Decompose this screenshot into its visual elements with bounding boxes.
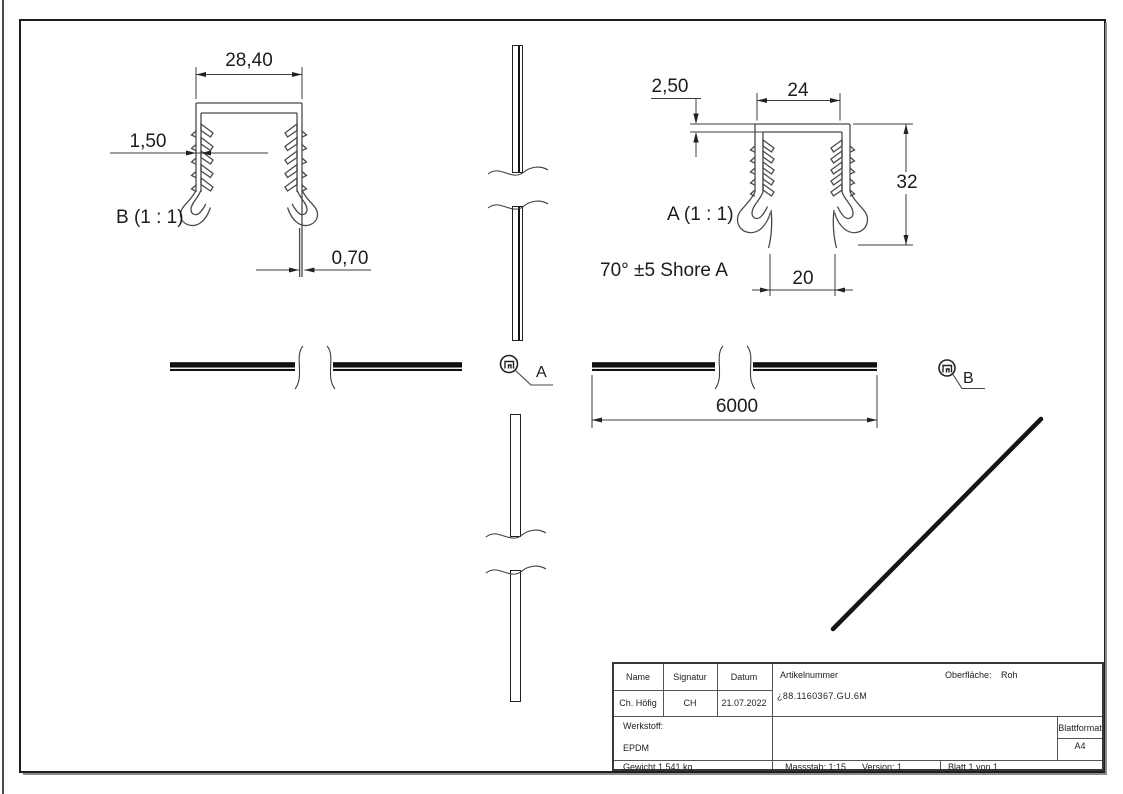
surface-label [945, 670, 1018, 680]
callout-a-letter: A [536, 364, 547, 381]
title-block [612, 662, 1104, 771]
detail-callout-b-icon [939, 360, 985, 389]
sheet-format-value: A4 [1074, 741, 1086, 751]
detail-b-feet-hooks [180, 190, 317, 225]
detail-a-feet-hooks [737, 192, 867, 248]
hardness-note: 70° ±5 Shore A [600, 260, 728, 281]
break-marks [295, 167, 755, 574]
article-number: ¿88.1160367.GU.6M [777, 691, 868, 701]
detail-a-bottom-width-dim: 20 [792, 268, 814, 289]
detail-b-lip-dim: 0,70 [331, 248, 369, 269]
surface-label-text: Oberfläche: [945, 670, 992, 680]
detail-a-height-dim: 32 [893, 172, 920, 194]
title-block-line [1057, 738, 1102, 739]
detail-a-profile [737, 124, 867, 248]
detail-a-label: A (1 : 1) [667, 204, 734, 225]
name-label: Name [625, 672, 651, 682]
article-number-label: Artikelnummer [780, 670, 839, 680]
title-block-line [940, 760, 941, 769]
length-dim: 6000 [715, 396, 759, 417]
surface-value: Roh [1001, 670, 1018, 680]
drawing-date: 21.07.2022 [721, 698, 767, 708]
title-block-line [717, 664, 718, 716]
title-block-line [614, 690, 772, 691]
author-signature: CH [683, 698, 697, 708]
title-block-line [772, 664, 773, 769]
detail-b-wall-dim: 1,50 [129, 131, 167, 152]
material-label: Werkstoff: [623, 721, 664, 731]
weight-value: Gewicht 1.541 kg [623, 762, 693, 772]
scale-value: Massstab: 1:15 [785, 762, 847, 772]
detail-a-flange-dim: 2,50 [651, 76, 689, 97]
callout-b-letter: B [963, 370, 974, 387]
detail-a-top-width-dim: 24 [787, 80, 809, 101]
detail-b-width-dim: 28,40 [225, 50, 273, 71]
signature-label: Signatur [673, 672, 707, 682]
detail-b-profile [180, 103, 317, 277]
detail-b-dimensions [110, 67, 371, 270]
detail-a-right-barbs [831, 140, 855, 196]
detail-b-left-barbs [192, 124, 214, 191]
title-block-line [663, 664, 664, 716]
material-value: EPDM [623, 743, 650, 753]
version-value: Version: 1 [862, 762, 903, 772]
sheet-format-label: Blattformat [1058, 723, 1102, 733]
author-name: Ch. Höfig [619, 698, 657, 708]
sheet-number: Blatt 1 von 1 [948, 762, 999, 772]
isometric-profile-line [833, 419, 1041, 629]
detail-b-label: B (1 : 1) [116, 207, 184, 228]
date-label: Datum [730, 672, 758, 682]
title-block-line [614, 716, 1102, 717]
detail-b-right-barbs [285, 124, 307, 191]
detail-a-left-barbs [751, 140, 775, 196]
